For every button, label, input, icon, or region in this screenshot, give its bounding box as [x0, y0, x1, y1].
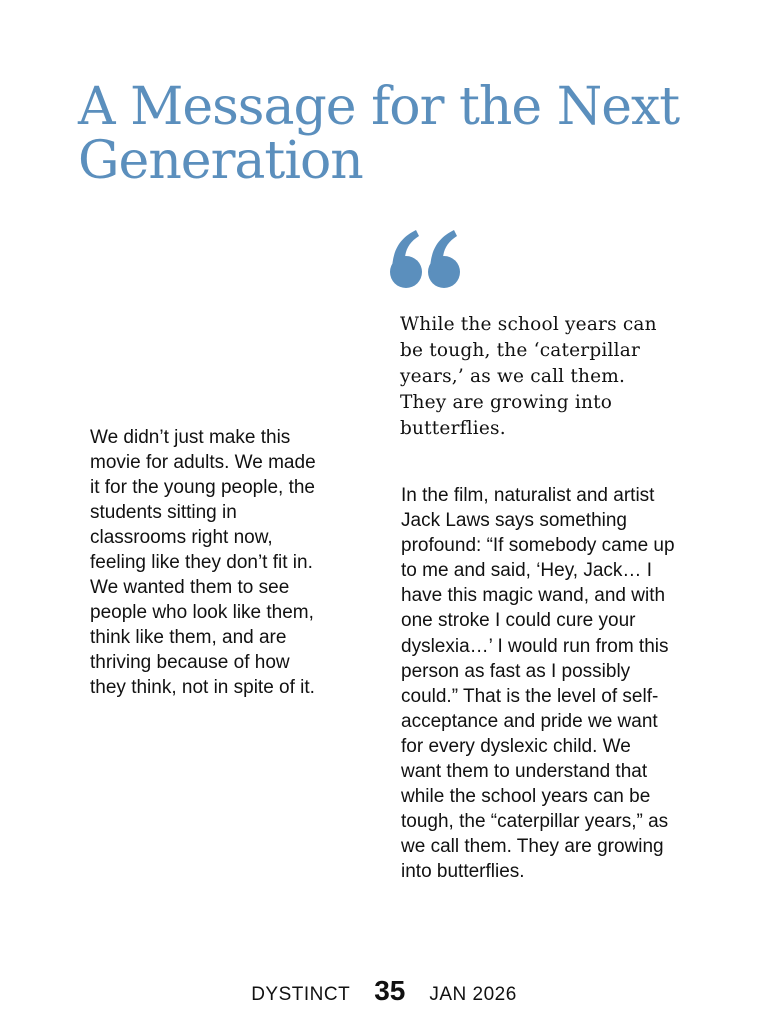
quote-mark-shapes: [390, 230, 460, 288]
open-quote-icon: [386, 212, 466, 302]
footer-magazine-name: DYSTINCT: [251, 984, 351, 1005]
pull-quote: While the school years can be tough, the ‘caterpillar years,’ as we call them. They are growing into butterflies.: [400, 314, 657, 439]
body-text-right-column: In the film, naturalist and artist Jack Laws says something profound: “If somebody came up to me and said, ‘Hey, Jack… I have this magic wand, and with one stroke I could cure your dyslexia…’ I would run from this person as fast as I possibly could.” That is the level of self-acceptance and pride we want for every dyslexic child. We want them to understand that while the school years can be tough, the “caterpillar years,” as we call them. They are growing into butterflies.: [401, 485, 675, 883]
footer-page-number: 35: [374, 975, 406, 1006]
page-title: A Message for the Next Generation: [78, 77, 680, 191]
footer-issue-date: JAN 2026: [429, 984, 517, 1005]
page-footer: [0, 975, 768, 1007]
body-text-left-column: We didn’t just make this movie for adults. We made it for the young people, the students sitting in classrooms right now, feeling like they don’t fit in. We wanted them to see people who look like them, think like them, and are thriving because of how they think, not in spite of it.: [90, 427, 316, 698]
